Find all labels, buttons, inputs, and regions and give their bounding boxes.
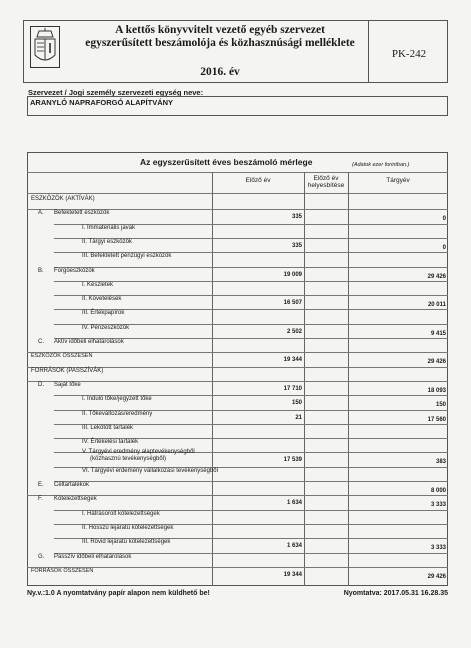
row-label: II. Tőkeváltozás/eredmény: [82, 410, 153, 417]
current-year-value: 8 000: [430, 488, 446, 494]
prev-year-value: 2 502: [286, 328, 302, 335]
current-year-value: 0: [442, 244, 446, 251]
row-label: Befektetett eszközök: [54, 210, 110, 217]
org-label: Szervezet / Jogi személy szervezeti egység neve:: [28, 88, 204, 97]
prev-year-value: 21: [295, 414, 302, 421]
row-label: II. Követelések: [82, 296, 122, 303]
org-name: ARANYLÓ NAPRAFORGÓ ALAPÍTVÁNY: [30, 98, 174, 107]
table-header-divider: [27, 193, 448, 194]
coat-of-arms-icon: [30, 26, 60, 68]
row-divider: [54, 481, 448, 482]
prev-year-value: 19 009: [283, 271, 302, 278]
row-label: Kötelezettségek: [54, 496, 97, 503]
row-label: IV. Pénzeszközök: [82, 324, 130, 331]
current-year-value: 18 093: [427, 387, 446, 394]
row-label: Passzív időbeli elhatárolások: [54, 553, 132, 560]
prev-year-value: 17 539: [283, 457, 302, 464]
row-code: D.: [38, 381, 44, 388]
form-title-line2: egyszerűsített beszámolója és közhasznúsági melléklete: [85, 37, 355, 49]
row-label: Saját tőke: [54, 381, 81, 388]
prev-year-value: 1 634: [286, 500, 302, 507]
prev-year-value: 335: [291, 214, 302, 221]
current-year-value: 150: [435, 402, 446, 409]
footer-note: Ny.v.:1.0 A nyomtatvány papír alapon nem küldhető be!: [27, 590, 210, 597]
row-label: I. Immateriális javak: [82, 224, 136, 231]
row-label: I. Induló tőke/jegyzett tőke: [82, 396, 152, 403]
row-label: V. Tárgyévi eredmény alaptevékenységből: [82, 449, 195, 456]
form-code: PK-242: [391, 48, 427, 60]
row-label: III. Értékpapírok: [82, 310, 125, 317]
current-year-value: 29 426: [427, 359, 446, 366]
row-label: Forgóeszközök: [54, 267, 95, 274]
prev-year-value: 150: [291, 400, 302, 407]
row-label: ESZKÖZÖK (AKTÍVÁK): [31, 196, 95, 202]
prev-year-value: 335: [291, 242, 302, 249]
row-label-sub: (közhasznú tevékenységből): [90, 456, 167, 463]
row-divider: [54, 267, 448, 268]
row-label: IV. Értékelési tartalék: [82, 439, 139, 446]
row-divider: [27, 381, 448, 382]
current-year-value: 29 426: [427, 273, 446, 280]
row-code: B.: [38, 267, 44, 274]
current-year-value: 20 011: [427, 302, 446, 309]
row-label: III. Befektetett pénzügyi eszközök: [82, 253, 172, 260]
row-label: FORRÁSOK ÖSSZESEN: [31, 567, 94, 574]
current-year-value: 29 426: [427, 573, 446, 580]
row-label: FORRÁSOK (PASSZÍVÁK): [31, 367, 104, 374]
col-header-prev: Előző év: [245, 177, 271, 184]
current-year-value: 17 560: [427, 416, 446, 423]
row-label: ESZKÖZÖK ÖSSZESEN: [31, 353, 93, 360]
prev-year-value: 19 344: [283, 357, 302, 364]
row-code: F.: [38, 496, 43, 503]
col-header-adj: Előző év helyesbítése: [307, 175, 345, 189]
row-label: Céltartalékok: [54, 482, 90, 488]
table-title: Az egyszerűsített éves beszámoló mérlege: [140, 157, 313, 167]
table-title-divider: [27, 172, 448, 173]
current-year-value: 0: [442, 216, 446, 223]
row-label: II. Tárgyi eszközök: [82, 238, 132, 245]
row-label: II. Hosszú lejáratú kötelezettségek: [82, 524, 174, 531]
col-header-curr: Tárgyév: [386, 177, 410, 184]
table-subtitle: (Adatok ezer forintban.): [352, 162, 410, 168]
row-code: G.: [38, 553, 45, 560]
row-label: I. Készletek: [82, 281, 114, 288]
prev-year-value: 19 344: [283, 571, 302, 578]
row-label: VI. Tárgyévi erdemény vállalkozási tevékenységből: [82, 467, 218, 474]
current-year-value: 3 333: [430, 545, 446, 552]
current-year-value: 3 333: [430, 502, 446, 509]
row-code: E.: [38, 482, 44, 488]
prev-year-value: 16 507: [283, 300, 302, 307]
row-code: A.: [38, 210, 44, 217]
prev-year-value: 17 710: [283, 385, 302, 392]
row-label: III. Lekötött tartalék: [82, 424, 134, 431]
row-label: Aktív időbeli elhatárolások: [54, 339, 124, 345]
current-year-value: 9 415: [430, 330, 446, 337]
row-label: I. Hátrasorolt kötelezettségek: [82, 510, 160, 517]
prev-year-value: 1 634: [286, 543, 302, 550]
form-title-line1: A kettős könyvvitelt vezető egyéb szervezet: [115, 24, 325, 36]
row-label: III. Rövid lejáratú kötelezettségek: [82, 539, 171, 546]
row-divider: [54, 281, 448, 282]
print-timestamp: Nyomtatva: 2017.05.31 16.28.35: [343, 590, 448, 597]
current-year-value: 383: [435, 459, 446, 466]
form-year: 2016. év: [200, 66, 240, 78]
row-code: C.: [38, 339, 44, 345]
